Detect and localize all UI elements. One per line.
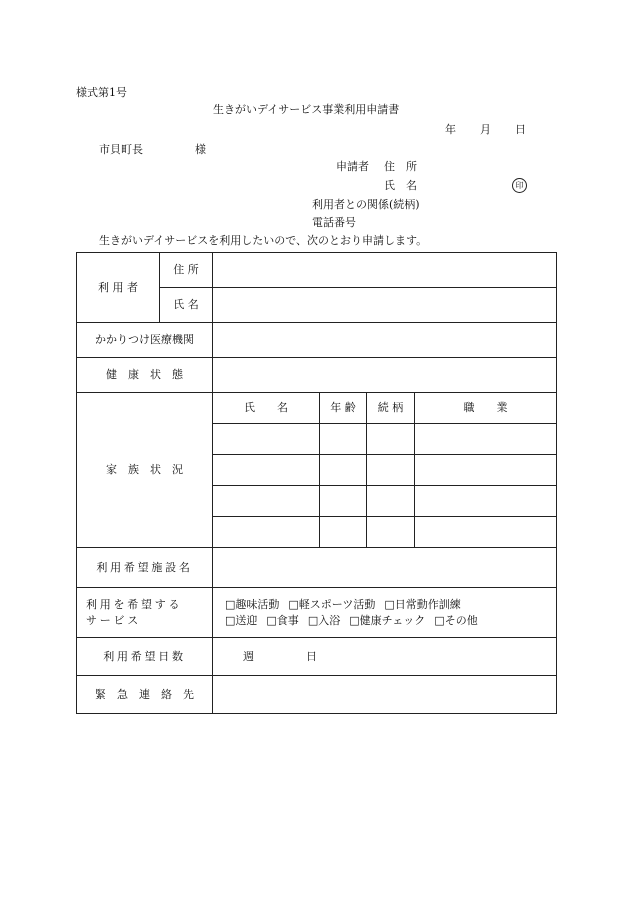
intro-text: 生きがいデイサービスを利用したいので、次のとおり申請します。 (99, 234, 428, 247)
date-day-label: 日 (515, 123, 526, 136)
family-cell[interactable] (367, 486, 415, 517)
seal-mark: 印 (512, 178, 527, 193)
family-cell[interactable] (367, 424, 415, 455)
health-field[interactable] (213, 358, 557, 393)
facility-field[interactable] (213, 548, 557, 588)
family-cell[interactable] (213, 455, 320, 486)
applicant-address-label: 住 所 (384, 160, 417, 173)
clinic-field[interactable] (213, 323, 557, 358)
family-cell[interactable] (320, 455, 367, 486)
service-options-row2 (213, 613, 556, 629)
family-cell[interactable] (213, 517, 320, 548)
family-header-occupation: 職 業 (415, 393, 557, 424)
user-address-label: 住 所 (160, 253, 213, 288)
family-cell[interactable] (320, 486, 367, 517)
day-label: 日 (306, 649, 317, 663)
service-option-transport[interactable]: □送迎 (225, 613, 258, 627)
service-options (213, 588, 557, 638)
family-header-relation: 続 柄 (367, 393, 415, 424)
service-label-line1: 利用を希望する (86, 597, 183, 611)
date-month-label: 月 (480, 123, 491, 136)
family-cell[interactable] (213, 424, 320, 455)
family-cell[interactable] (415, 455, 557, 486)
days-label: 利用希望日数 (77, 638, 213, 676)
applicant-label: 申請者 (336, 160, 369, 173)
service-label (77, 588, 213, 638)
days-field[interactable] (213, 638, 557, 676)
family-cell[interactable] (415, 486, 557, 517)
user-label: 利 用 者 (77, 253, 160, 323)
family-cell[interactable] (367, 517, 415, 548)
week-label: 週 (243, 649, 254, 663)
family-cell[interactable] (415, 424, 557, 455)
family-cell[interactable] (320, 424, 367, 455)
family-cell[interactable] (367, 455, 415, 486)
applicant-name-label: 氏 名 (384, 179, 417, 192)
phone-label: 電話番号 (312, 216, 356, 229)
service-option-health-check[interactable]: □健康チェック (349, 613, 426, 627)
application-table (76, 252, 557, 714)
family-header-name: 氏 名 (213, 393, 320, 424)
family-cell[interactable] (213, 486, 320, 517)
emergency-field[interactable] (213, 676, 557, 714)
date-year-label: 年 (445, 123, 456, 136)
health-label: 健 康 状 態 (77, 358, 213, 393)
family-cell[interactable] (415, 517, 557, 548)
addressee: 市貝町長 (99, 143, 143, 156)
honorific: 様 (195, 143, 206, 156)
service-option-hobby[interactable]: □趣味活動 (225, 597, 280, 611)
user-name-label: 氏 名 (160, 288, 213, 323)
service-option-bath[interactable]: □入浴 (307, 613, 341, 627)
family-header-age: 年 齢 (320, 393, 367, 424)
form-title: 生きがいデイサービス事業利用申請書 (213, 103, 400, 116)
service-option-other[interactable]: □その他 (434, 613, 478, 627)
form-number: 様式第1号 (76, 86, 127, 99)
service-option-light-sports[interactable]: □軽スポーツ活動 (288, 597, 376, 611)
emergency-label: 緊 急 連 絡 先 (77, 676, 213, 714)
service-option-meal[interactable]: □食事 (266, 613, 299, 627)
family-cell[interactable] (320, 517, 367, 548)
relation-label: 利用者との関係(続柄) (312, 198, 420, 211)
user-name-field[interactable] (213, 288, 557, 323)
service-option-daily-training[interactable]: □日常動作訓練 (384, 597, 461, 611)
service-options-row1 (213, 597, 556, 613)
facility-label: 利用希望施設名 (77, 548, 213, 588)
clinic-label: かかりつけ医療機関 (77, 323, 213, 358)
user-address-field[interactable] (213, 253, 557, 288)
service-label-line2: サービス (86, 613, 141, 627)
family-label: 家 族 状 況 (77, 393, 213, 548)
